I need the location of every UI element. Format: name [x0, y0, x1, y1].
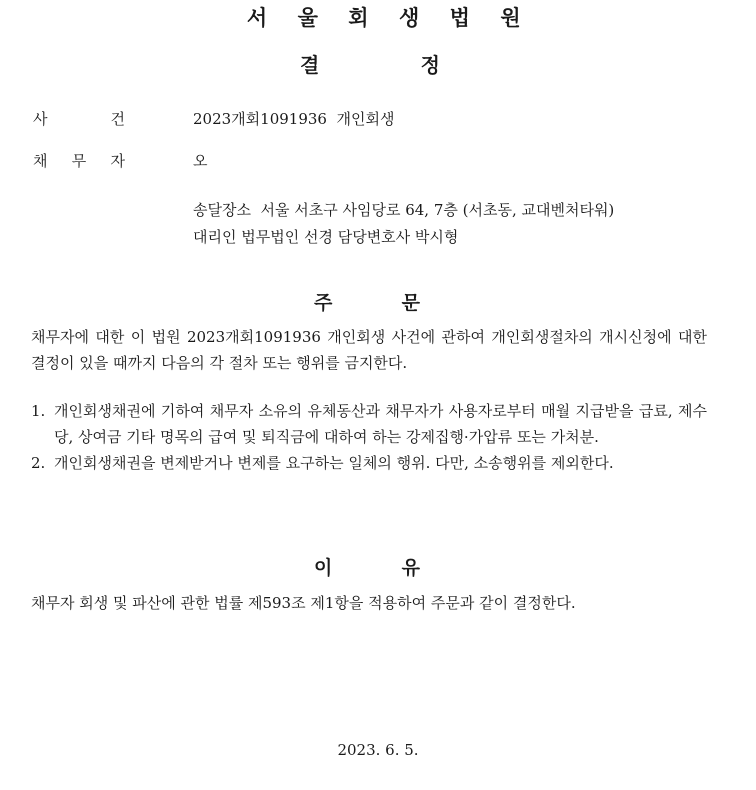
order-heading [314, 288, 420, 315]
debtor-label-char-2: 무 [71, 152, 87, 170]
debtor-name: 오 [193, 152, 208, 170]
case-label-char-2: 건 [110, 110, 125, 128]
order-item-number: 1. [31, 402, 46, 420]
decision-date: 2023. 6. 5. [337, 741, 419, 759]
case-label-char-1: 사 [33, 110, 48, 128]
order-item [31, 398, 707, 450]
order-item-number: 2. [31, 454, 46, 472]
decision-title [300, 49, 440, 78]
legal-agent: 대리인 법무법인 선경 담당변호사 박시형 [193, 228, 459, 246]
order-item [31, 450, 707, 476]
case-number: 2023개회1091936 개인회생 [193, 110, 395, 128]
decision-title-char-1: 결 [300, 53, 320, 77]
reason-heading-char-2: 유 [401, 557, 420, 579]
debtor-label-char-3: 자 [110, 152, 125, 170]
debtor-label [33, 150, 125, 171]
decision-title-char-2: 정 [420, 53, 440, 77]
reason-heading [314, 553, 420, 580]
order-item-text: 개인회생채권에 기하여 채무자 소유의 유체동산과 채무자가 사용자로부터 매월 지급받을 급료, 제수당, 상여금 기타 명목의 급여 및 퇴직금에 대하여 하는 강제집행·가압류 또는 가처분. [54, 402, 707, 446]
service-address: 송달장소 서울 서초구 사임당로 64, 7층 (서초동, 교대벤처타워) [193, 201, 615, 219]
debtor-label-char-1: 채 [33, 152, 48, 170]
order-heading-char-1: 주 [314, 292, 333, 314]
court-name: 서 울 회 생 법 원 [246, 6, 533, 30]
order-heading-char-2: 문 [401, 292, 420, 314]
order-intro: 채무자에 대한 이 법원 2023개회1091936 개인회생 사건에 관하여 개인회생절차의 개시신청에 대한 결정이 있을 때까지 다음의 각 절차 또는 행위를 금지한다. [31, 328, 707, 372]
case-label [33, 108, 125, 129]
reason-heading-char-1: 이 [314, 557, 333, 579]
reason-text: 채무자 회생 및 파산에 관한 법률 제593조 제1항을 적용하여 주문과 같이 결정한다. [31, 594, 576, 612]
order-item-text: 개인회생채권을 변제받거나 변제를 요구하는 일체의 행위. 다만, 소송행위를 제외한다. [54, 454, 614, 472]
order-list [31, 398, 707, 476]
